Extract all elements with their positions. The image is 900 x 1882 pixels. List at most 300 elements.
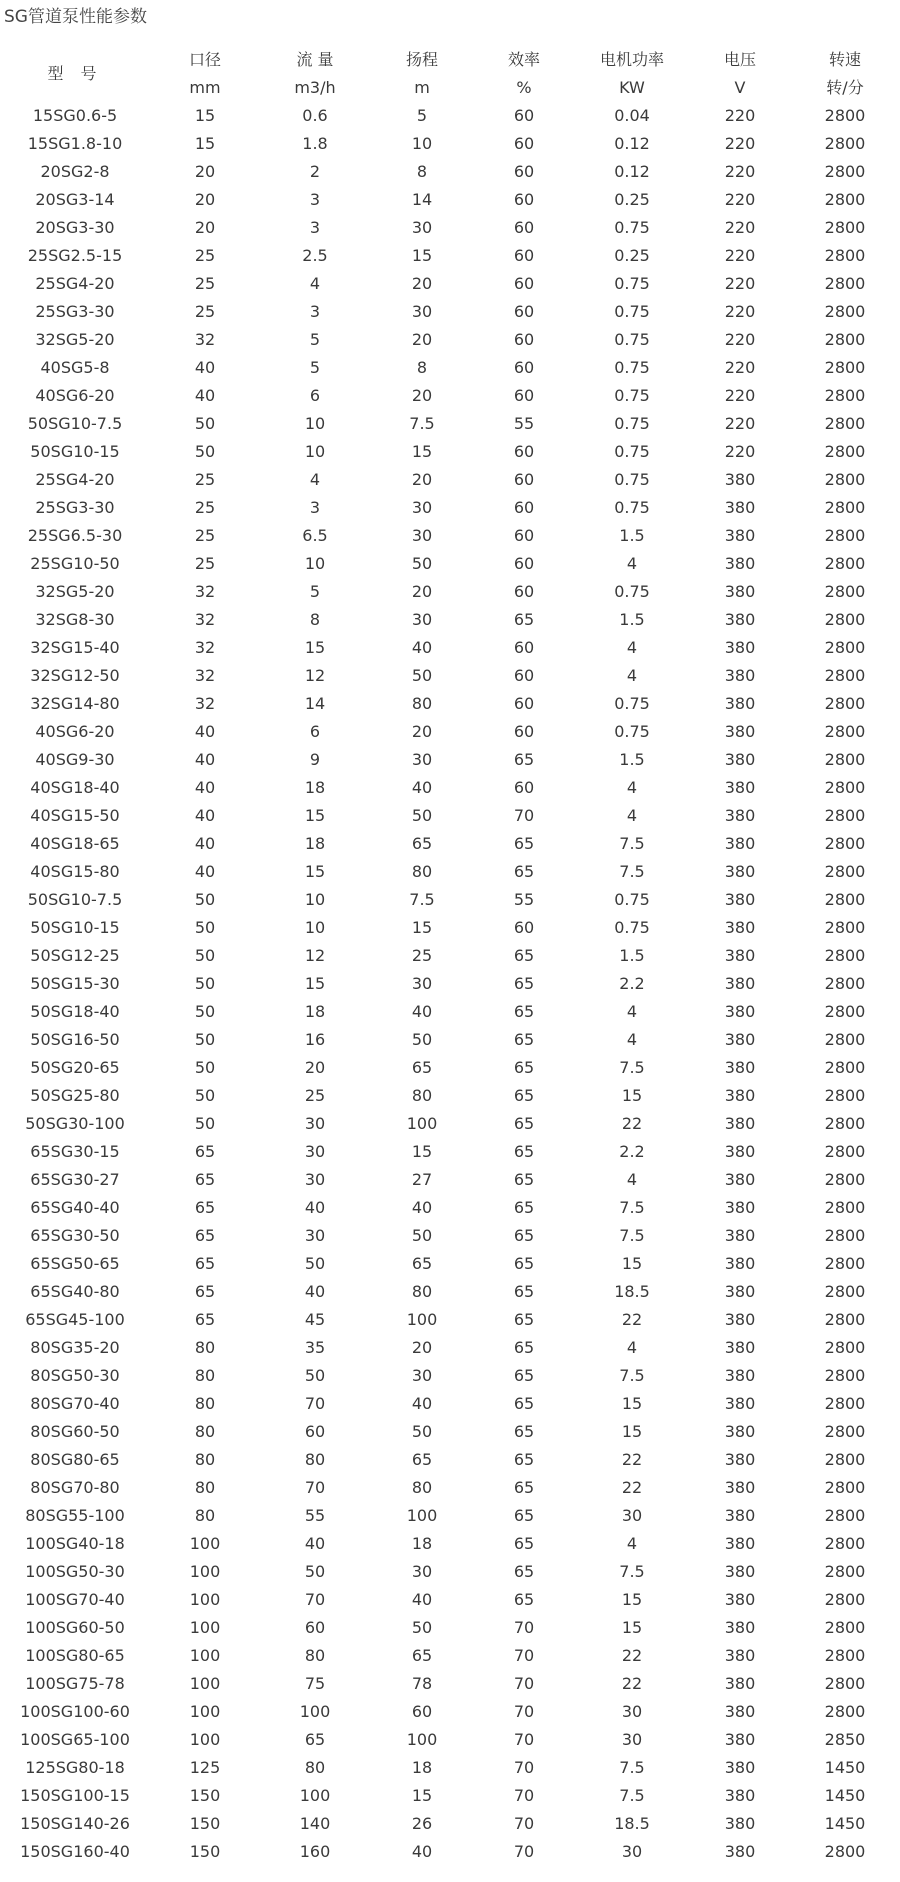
cell-voltage: 380 <box>724 582 756 601</box>
header-flow-unit: m3/h <box>294 78 336 97</box>
cell-voltage: 380 <box>724 1450 756 1469</box>
table-row <box>0 1026 900 1054</box>
cell-efficiency: 60 <box>513 582 535 601</box>
cell-speed: 2800 <box>824 1366 866 1385</box>
cell-speed: 2800 <box>824 1534 866 1553</box>
cell-voltage: 380 <box>724 862 756 881</box>
cell-efficiency: 70 <box>513 806 535 825</box>
cell-head: 20 <box>411 386 433 405</box>
cell-voltage: 220 <box>724 218 756 237</box>
cell-flow: 10 <box>304 918 326 937</box>
cell-model: 32SG8-30 <box>35 610 115 629</box>
cell-power: 4 <box>626 806 638 825</box>
cell-speed: 2800 <box>824 1422 866 1441</box>
table-row <box>0 1446 900 1474</box>
cell-model: 20SG3-30 <box>35 218 115 237</box>
table-row <box>0 1530 900 1558</box>
cell-voltage: 380 <box>724 750 756 769</box>
cell-power: 7.5 <box>619 834 645 853</box>
cell-model: 15SG1.8-10 <box>27 134 123 153</box>
cell-power: 0.12 <box>614 134 650 153</box>
cell-power: 2.2 <box>619 974 645 993</box>
cell-model: 65SG40-80 <box>30 1282 120 1301</box>
cell-bore: 125 <box>189 1758 221 1777</box>
cell-efficiency: 65 <box>513 1170 535 1189</box>
cell-voltage: 380 <box>724 470 756 489</box>
cell-voltage: 380 <box>724 638 756 657</box>
cell-flow: 3 <box>309 218 321 237</box>
cell-speed: 2800 <box>824 1590 866 1609</box>
cell-flow: 18 <box>304 1002 326 1021</box>
cell-bore: 50 <box>194 1058 216 1077</box>
cell-voltage: 380 <box>724 1114 756 1133</box>
cell-head: 10 <box>411 134 433 153</box>
cell-head: 7.5 <box>409 414 435 433</box>
table-row <box>0 494 900 522</box>
cell-head: 18 <box>411 1534 433 1553</box>
cell-bore: 40 <box>194 358 216 377</box>
table-row <box>0 830 900 858</box>
cell-head: 100 <box>406 1730 438 1749</box>
cell-voltage: 220 <box>724 386 756 405</box>
cell-head: 50 <box>411 1618 433 1637</box>
cell-flow: 2 <box>309 162 321 181</box>
cell-head: 80 <box>411 1282 433 1301</box>
cell-model: 100SG75-78 <box>25 1674 125 1693</box>
cell-flow: 6 <box>309 722 321 741</box>
cell-speed: 2800 <box>824 1338 866 1357</box>
cell-flow: 100 <box>299 1702 331 1721</box>
cell-bore: 50 <box>194 946 216 965</box>
table-row <box>0 1222 900 1250</box>
cell-flow: 25 <box>304 1086 326 1105</box>
cell-flow: 5 <box>309 330 321 349</box>
cell-bore: 25 <box>194 302 216 321</box>
cell-flow: 75 <box>304 1674 326 1693</box>
table-row <box>0 1782 900 1810</box>
table-row <box>0 1558 900 1586</box>
cell-bore: 80 <box>194 1394 216 1413</box>
cell-flow: 15 <box>304 638 326 657</box>
cell-power: 4 <box>626 1002 638 1021</box>
cell-model: 32SG15-40 <box>30 638 120 657</box>
cell-power: 0.75 <box>614 498 650 517</box>
cell-efficiency: 60 <box>513 330 535 349</box>
cell-speed: 2800 <box>824 1674 866 1693</box>
cell-head: 40 <box>411 1394 433 1413</box>
cell-voltage: 380 <box>724 946 756 965</box>
table-row <box>0 1726 900 1754</box>
cell-speed: 2800 <box>824 974 866 993</box>
cell-voltage: 220 <box>724 246 756 265</box>
table-row <box>0 802 900 830</box>
cell-bore: 100 <box>189 1562 221 1581</box>
cell-flow: 5 <box>309 358 321 377</box>
cell-model: 32SG14-80 <box>30 694 120 713</box>
cell-head: 50 <box>411 806 433 825</box>
cell-bore: 15 <box>194 134 216 153</box>
cell-model: 50SG16-50 <box>30 1030 120 1049</box>
cell-model: 40SG15-80 <box>30 862 120 881</box>
cell-speed: 2800 <box>824 302 866 321</box>
cell-head: 40 <box>411 1198 433 1217</box>
cell-efficiency: 60 <box>513 554 535 573</box>
cell-bore: 40 <box>194 834 216 853</box>
cell-speed: 2800 <box>824 1506 866 1525</box>
cell-power: 0.75 <box>614 386 650 405</box>
cell-flow: 80 <box>304 1758 326 1777</box>
cell-bore: 25 <box>194 274 216 293</box>
cell-speed: 2800 <box>824 554 866 573</box>
cell-speed: 2800 <box>824 890 866 909</box>
header-row-labels <box>0 46 900 74</box>
cell-bore: 65 <box>194 1170 216 1189</box>
table-row <box>0 1418 900 1446</box>
cell-head: 100 <box>406 1310 438 1329</box>
cell-power: 0.75 <box>614 442 650 461</box>
cell-flow: 40 <box>304 1282 326 1301</box>
cell-speed: 2800 <box>824 918 866 937</box>
cell-bore: 65 <box>194 1198 216 1217</box>
cell-speed: 2800 <box>824 666 866 685</box>
cell-power: 4 <box>626 638 638 657</box>
cell-head: 100 <box>406 1506 438 1525</box>
cell-speed: 1450 <box>824 1758 866 1777</box>
cell-model: 80SG70-40 <box>30 1394 120 1413</box>
cell-model: 80SG35-20 <box>30 1338 120 1357</box>
cell-voltage: 380 <box>724 1730 756 1749</box>
cell-speed: 2800 <box>824 582 866 601</box>
cell-head: 20 <box>411 330 433 349</box>
cell-voltage: 380 <box>724 554 756 573</box>
cell-flow: 55 <box>304 1506 326 1525</box>
cell-efficiency: 65 <box>513 1254 535 1273</box>
cell-head: 40 <box>411 778 433 797</box>
table-header <box>0 46 900 102</box>
cell-speed: 2800 <box>824 1702 866 1721</box>
cell-flow: 80 <box>304 1646 326 1665</box>
cell-bore: 50 <box>194 1002 216 1021</box>
cell-efficiency: 65 <box>513 1534 535 1553</box>
cell-head: 80 <box>411 694 433 713</box>
cell-flow: 15 <box>304 862 326 881</box>
cell-voltage: 220 <box>724 162 756 181</box>
cell-model: 80SG55-100 <box>25 1506 125 1525</box>
cell-bore: 32 <box>194 694 216 713</box>
cell-efficiency: 65 <box>513 1394 535 1413</box>
cell-speed: 2800 <box>824 442 866 461</box>
cell-voltage: 380 <box>724 1702 756 1721</box>
table-row <box>0 634 900 662</box>
cell-model: 40SG6-20 <box>35 386 115 405</box>
cell-voltage: 220 <box>724 274 756 293</box>
table-row <box>0 1082 900 1110</box>
cell-power: 15 <box>621 1422 643 1441</box>
cell-bore: 100 <box>189 1646 221 1665</box>
cell-model: 32SG5-20 <box>35 330 115 349</box>
cell-model: 50SG10-7.5 <box>27 414 123 433</box>
cell-power: 7.5 <box>619 1058 645 1077</box>
cell-speed: 2800 <box>824 1310 866 1329</box>
cell-bore: 32 <box>194 582 216 601</box>
cell-flow: 14 <box>304 694 326 713</box>
cell-flow: 12 <box>304 666 326 685</box>
cell-model: 25SG3-30 <box>35 302 115 321</box>
header-bore: 口径 <box>188 50 221 69</box>
cell-voltage: 380 <box>724 1590 756 1609</box>
cell-power: 1.5 <box>619 946 645 965</box>
cell-efficiency: 60 <box>513 526 535 545</box>
table-row <box>0 1278 900 1306</box>
cell-model: 40SG9-30 <box>35 750 115 769</box>
cell-bore: 50 <box>194 1030 216 1049</box>
cell-model: 80SG70-80 <box>30 1478 120 1497</box>
cell-model: 100SG60-50 <box>25 1618 125 1637</box>
cell-power: 0.75 <box>614 470 650 489</box>
cell-model: 80SG50-30 <box>30 1366 120 1385</box>
table-row <box>0 326 900 354</box>
cell-efficiency: 60 <box>513 470 535 489</box>
cell-voltage: 380 <box>724 1366 756 1385</box>
cell-efficiency: 60 <box>513 666 535 685</box>
cell-flow: 50 <box>304 1254 326 1273</box>
cell-model: 50SG20-65 <box>30 1058 120 1077</box>
cell-speed: 2850 <box>824 1730 866 1749</box>
pump-parameters-table <box>0 46 900 1866</box>
cell-power: 0.75 <box>614 414 650 433</box>
cell-head: 5 <box>416 106 428 125</box>
table-row <box>0 1502 900 1530</box>
cell-head: 20 <box>411 1338 433 1357</box>
table-row <box>0 1110 900 1138</box>
cell-power: 0.75 <box>614 694 650 713</box>
cell-head: 20 <box>411 722 433 741</box>
cell-model: 25SG4-20 <box>35 274 115 293</box>
cell-voltage: 380 <box>724 1842 756 1861</box>
cell-efficiency: 60 <box>513 190 535 209</box>
header-power: 电机功率 <box>599 50 664 69</box>
cell-speed: 2800 <box>824 610 866 629</box>
cell-speed: 2800 <box>824 1198 866 1217</box>
cell-voltage: 380 <box>724 1198 756 1217</box>
cell-speed: 2800 <box>824 834 866 853</box>
cell-bore: 20 <box>194 218 216 237</box>
cell-flow: 5 <box>309 582 321 601</box>
cell-efficiency: 65 <box>513 1226 535 1245</box>
cell-speed: 2800 <box>824 274 866 293</box>
cell-bore: 40 <box>194 778 216 797</box>
cell-efficiency: 60 <box>513 722 535 741</box>
cell-model: 40SG15-50 <box>30 806 120 825</box>
table-row <box>0 214 900 242</box>
cell-bore: 25 <box>194 498 216 517</box>
cell-speed: 2800 <box>824 1394 866 1413</box>
cell-flow: 12 <box>304 946 326 965</box>
cell-bore: 100 <box>189 1674 221 1693</box>
cell-speed: 2800 <box>824 638 866 657</box>
cell-model: 150SG100-15 <box>20 1786 130 1805</box>
cell-head: 60 <box>411 1702 433 1721</box>
cell-voltage: 380 <box>724 610 756 629</box>
cell-flow: 30 <box>304 1226 326 1245</box>
cell-power: 0.04 <box>614 106 650 125</box>
cell-flow: 0.6 <box>302 106 328 125</box>
table-row <box>0 410 900 438</box>
cell-bore: 50 <box>194 442 216 461</box>
cell-power: 4 <box>626 554 638 573</box>
table-row <box>0 1306 900 1334</box>
cell-power: 30 <box>621 1842 643 1861</box>
cell-power: 7.5 <box>619 1198 645 1217</box>
cell-model: 25SG2.5-15 <box>27 246 123 265</box>
cell-speed: 2800 <box>824 330 866 349</box>
cell-bore: 150 <box>189 1814 221 1833</box>
cell-power: 22 <box>621 1674 643 1693</box>
cell-efficiency: 60 <box>513 638 535 657</box>
cell-power: 0.25 <box>614 246 650 265</box>
cell-efficiency: 55 <box>513 890 535 909</box>
cell-flow: 18 <box>304 778 326 797</box>
header-efficiency: 效率 <box>507 50 540 69</box>
cell-power: 4 <box>626 778 638 797</box>
cell-head: 30 <box>411 1366 433 1385</box>
cell-model: 15SG0.6-5 <box>32 106 118 125</box>
cell-flow: 160 <box>299 1842 331 1861</box>
cell-voltage: 380 <box>724 918 756 937</box>
cell-flow: 40 <box>304 1198 326 1217</box>
table-row <box>0 942 900 970</box>
cell-flow: 10 <box>304 554 326 573</box>
cell-speed: 2800 <box>824 1058 866 1077</box>
cell-bore: 100 <box>189 1730 221 1749</box>
cell-model: 100SG50-30 <box>25 1562 125 1581</box>
cell-flow: 15 <box>304 974 326 993</box>
cell-speed: 2800 <box>824 750 866 769</box>
header-power-unit: KW <box>619 78 645 97</box>
cell-flow: 16 <box>304 1030 326 1049</box>
cell-head: 100 <box>406 1114 438 1133</box>
cell-power: 30 <box>621 1506 643 1525</box>
cell-flow: 9 <box>309 750 321 769</box>
cell-head: 50 <box>411 666 433 685</box>
table-row <box>0 662 900 690</box>
cell-model: 40SG18-40 <box>30 778 120 797</box>
cell-efficiency: 70 <box>513 1646 535 1665</box>
cell-speed: 2800 <box>824 386 866 405</box>
cell-speed: 2800 <box>824 1030 866 1049</box>
cell-speed: 2800 <box>824 862 866 881</box>
table-row <box>0 690 900 718</box>
cell-efficiency: 65 <box>513 974 535 993</box>
cell-power: 18.5 <box>614 1282 650 1301</box>
cell-voltage: 220 <box>724 442 756 461</box>
table-row <box>0 1250 900 1278</box>
cell-head: 50 <box>411 554 433 573</box>
cell-head: 18 <box>411 1758 433 1777</box>
cell-model: 25SG4-20 <box>35 470 115 489</box>
cell-head: 80 <box>411 1478 433 1497</box>
cell-power: 2.2 <box>619 1142 645 1161</box>
cell-voltage: 380 <box>724 1786 756 1805</box>
cell-model: 100SG80-65 <box>25 1646 125 1665</box>
cell-speed: 2800 <box>824 190 866 209</box>
cell-head: 20 <box>411 582 433 601</box>
cell-efficiency: 65 <box>513 1478 535 1497</box>
cell-efficiency: 65 <box>513 1338 535 1357</box>
cell-flow: 60 <box>304 1422 326 1441</box>
cell-voltage: 380 <box>724 1030 756 1049</box>
cell-flow: 18 <box>304 834 326 853</box>
cell-speed: 2800 <box>824 1450 866 1469</box>
cell-head: 40 <box>411 1842 433 1861</box>
cell-speed: 2800 <box>824 1478 866 1497</box>
cell-flow: 8 <box>309 610 321 629</box>
cell-model: 25SG10-50 <box>30 554 120 573</box>
cell-speed: 2800 <box>824 1086 866 1105</box>
cell-model: 100SG100-60 <box>20 1702 130 1721</box>
cell-flow: 30 <box>304 1142 326 1161</box>
cell-power: 0.75 <box>614 330 650 349</box>
cell-head: 30 <box>411 218 433 237</box>
cell-model: 32SG5-20 <box>35 582 115 601</box>
cell-bore: 65 <box>194 1142 216 1161</box>
cell-voltage: 380 <box>724 694 756 713</box>
cell-head: 30 <box>411 498 433 517</box>
cell-efficiency: 70 <box>513 1842 535 1861</box>
cell-bore: 100 <box>189 1618 221 1637</box>
table-row <box>0 102 900 130</box>
cell-efficiency: 60 <box>513 302 535 321</box>
cell-efficiency: 60 <box>513 498 535 517</box>
cell-head: 30 <box>411 1562 433 1581</box>
cell-flow: 4 <box>309 470 321 489</box>
cell-bore: 50 <box>194 974 216 993</box>
cell-flow: 50 <box>304 1366 326 1385</box>
cell-power: 1.5 <box>619 526 645 545</box>
cell-speed: 2800 <box>824 806 866 825</box>
cell-bore: 20 <box>194 162 216 181</box>
table-row <box>0 858 900 886</box>
cell-voltage: 380 <box>724 1506 756 1525</box>
cell-efficiency: 70 <box>513 1758 535 1777</box>
cell-voltage: 380 <box>724 1814 756 1833</box>
table-row <box>0 1138 900 1166</box>
cell-power: 0.75 <box>614 274 650 293</box>
table-row <box>0 354 900 382</box>
cell-head: 78 <box>411 1674 433 1693</box>
cell-voltage: 220 <box>724 414 756 433</box>
cell-voltage: 380 <box>724 1478 756 1497</box>
table-row <box>0 466 900 494</box>
table-row <box>0 1614 900 1642</box>
table-row <box>0 1586 900 1614</box>
cell-bore: 25 <box>194 554 216 573</box>
cell-bore: 65 <box>194 1310 216 1329</box>
cell-speed: 2800 <box>824 1282 866 1301</box>
cell-model: 65SG30-50 <box>30 1226 120 1245</box>
cell-efficiency: 60 <box>513 694 535 713</box>
cell-power: 15 <box>621 1590 643 1609</box>
cell-speed: 2800 <box>824 1562 866 1581</box>
cell-voltage: 220 <box>724 302 756 321</box>
cell-power: 7.5 <box>619 1786 645 1805</box>
cell-power: 4 <box>626 1534 638 1553</box>
cell-efficiency: 65 <box>513 1058 535 1077</box>
cell-power: 30 <box>621 1730 643 1749</box>
cell-speed: 2800 <box>824 946 866 965</box>
cell-model: 40SG5-8 <box>40 358 110 377</box>
cell-head: 80 <box>411 1086 433 1105</box>
